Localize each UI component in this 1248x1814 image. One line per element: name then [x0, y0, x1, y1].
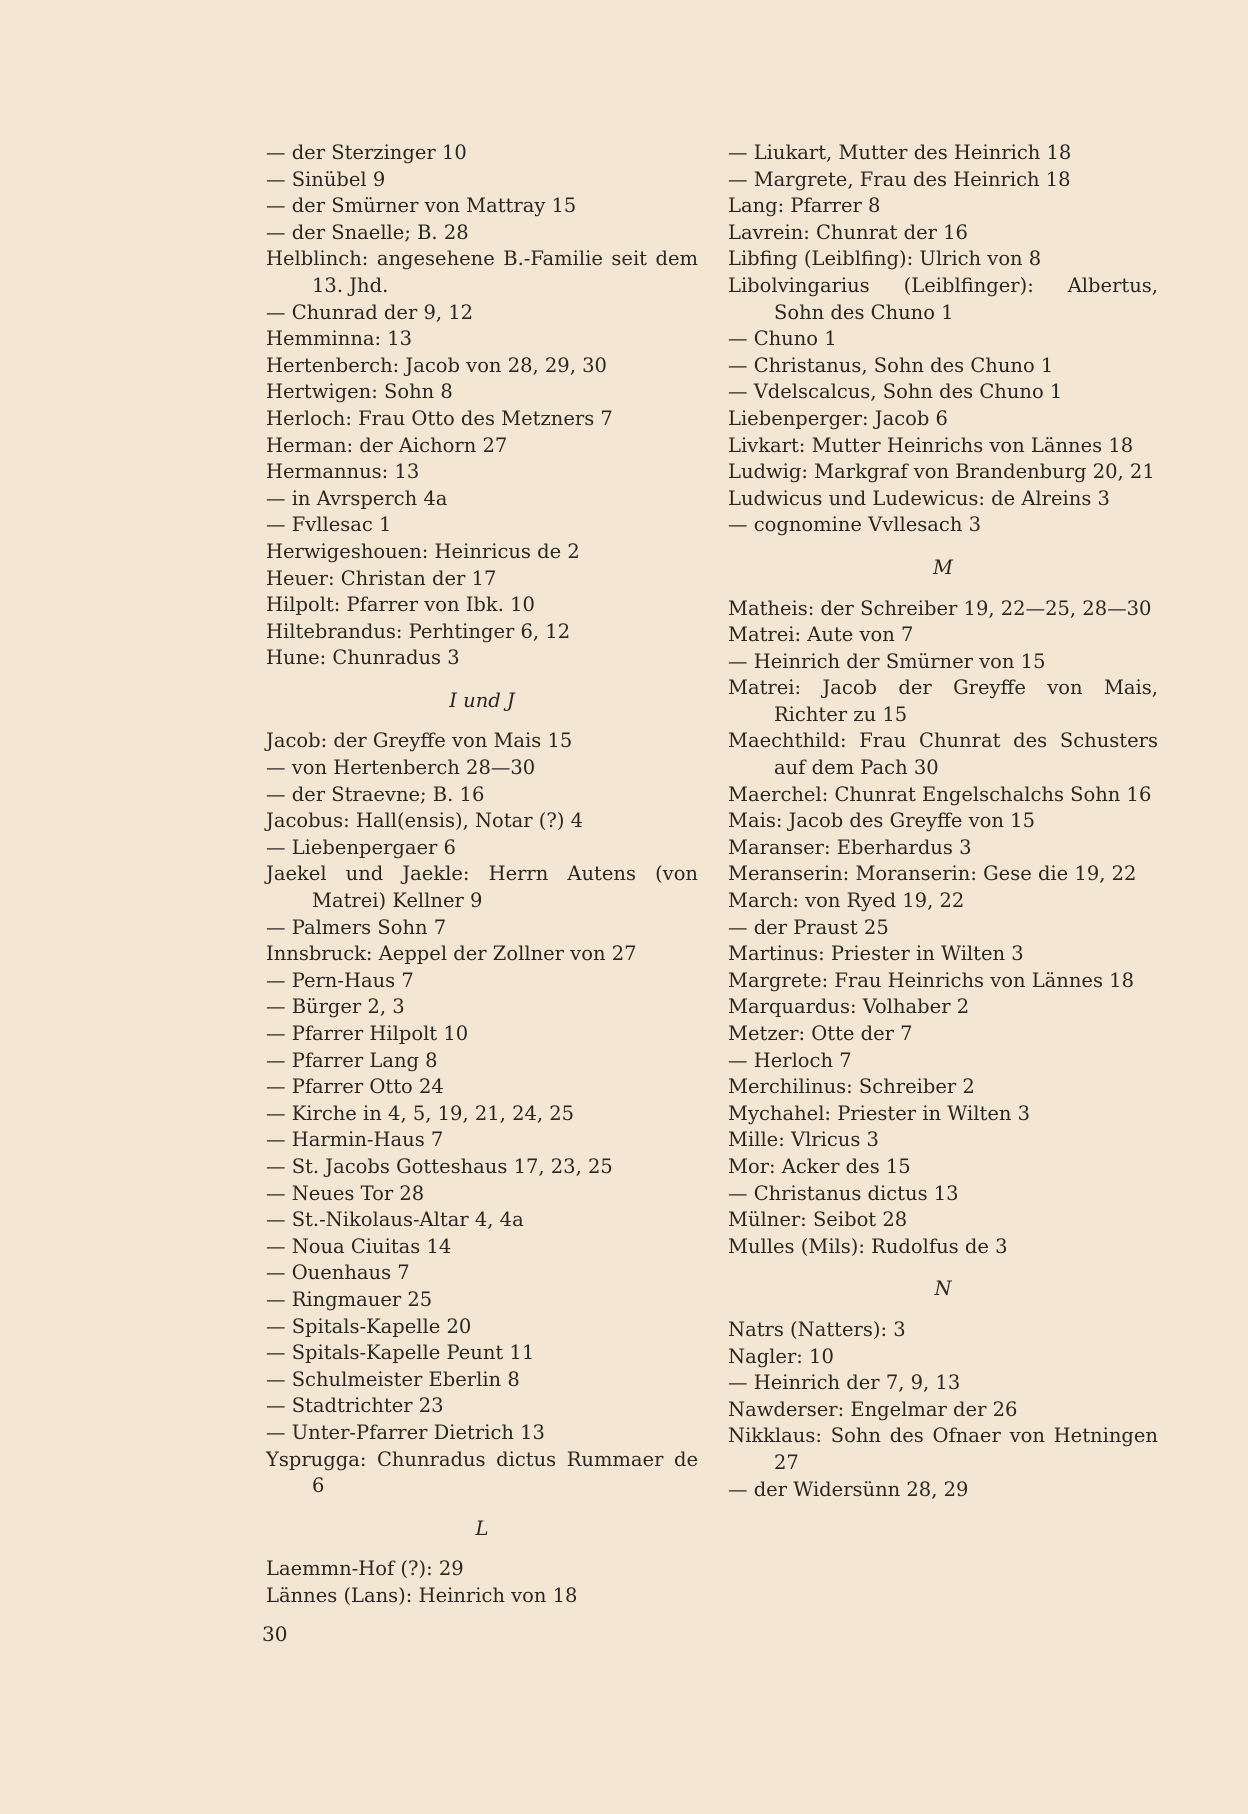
index-subentry: — Sinübel 9 [266, 167, 386, 191]
index-subentry: — Schulmeister Eberlin 8 [266, 1367, 520, 1391]
index-subentry: — Ringmauer 25 [266, 1287, 433, 1311]
index-entry: Herloch: Frau Otto des Metzners 7 [266, 406, 613, 430]
index-subentry: — Heinrich der Smürner von 15 [728, 649, 1046, 673]
index-subentry: — St. Jacobs Gotteshaus 17, 23, 25 [266, 1154, 613, 1178]
index-subentry: — der Straevne; B. 16 [266, 782, 485, 806]
index-entry: Libolvingarius (Leiblfinger): Albertus, Sohn des Chuno 1 [728, 273, 1158, 324]
index-subentry: — der Widersünn 28, 29 [728, 1477, 969, 1501]
index-entry: Meranserin: Moranserin: Gese die 19, 22 [728, 862, 1137, 886]
index-subentry: — Chuno 1 [728, 327, 837, 351]
index-subentry: — der Smürner von Mattray 15 [266, 194, 577, 218]
index-entry: Lavrein: Chunrat der 16 [728, 220, 968, 244]
index-entry: Lang: Pfarrer 8 [728, 194, 881, 218]
index-entry: Ysprugga: Chunradus dictus Rummaer de 6 [266, 1447, 698, 1498]
index-entry: Maerchel: Chunrat Engelschalchs Sohn 16 [728, 782, 1152, 806]
index-subentry: — cognomine Vvllesach 3 [728, 513, 981, 537]
index-subentry: — Vdelscalcus, Sohn des Chuno 1 [728, 380, 1063, 404]
index-subentry: — Pfarrer Hilpolt 10 [266, 1022, 469, 1045]
index-entry: Helblinch: angesehene B.-Familie seit dem 13. Jhd. [266, 247, 698, 297]
section-letter: M [933, 555, 953, 579]
index-entry: Nagler: 10 [728, 1344, 834, 1368]
index-entry: Mille: Vlricus 3 [728, 1128, 879, 1152]
index-entry: Ludwicus und Ludewicus: de Alreins 3 [728, 486, 1110, 510]
left-column [266, 140, 698, 1609]
index-entry: Liebenperger: Jacob 6 [728, 406, 948, 430]
index-subentry: — Herloch 7 [728, 1048, 852, 1072]
index-subentry: — Pfarrer Lang 8 [266, 1048, 438, 1072]
index-entry: Hermannus: 13 [266, 460, 420, 484]
index-subentry: — in Avrsperch 4a [266, 486, 448, 510]
index-entry: Innsbruck: Aeppel der Zollner von 27 [266, 942, 637, 966]
index-subentry: — Palmers Sohn 7 [266, 915, 447, 939]
index-entry: March: von Ryed 19, 22 [728, 889, 965, 913]
index-subentry: — Christanus dictus 13 [728, 1181, 959, 1205]
index-entry: Libfing (Leiblfing): Ulrich von 8 [728, 247, 1042, 271]
index-entry: Nawderser: Engelmar der 26 [728, 1397, 1018, 1421]
index-entry: Hertwigen: Sohn 8 [266, 380, 453, 404]
index-subentry: — Chunrad der 9, 12 [266, 300, 474, 324]
index-entry: Herman: der Aichorn 27 [266, 433, 508, 457]
index-entry: Mülner: Seibot 28 [728, 1208, 908, 1232]
right-column [728, 140, 1158, 1503]
index-entry: Heuer: Christan der 17 [266, 566, 497, 590]
index-entry: Hune: Chunradus 3 [266, 646, 460, 670]
index-entry: Martinus: Priester in Wilten 3 [728, 942, 1024, 966]
index-entry: Jacob: der Greyffe von Mais 15 [266, 729, 573, 753]
section-letter: N [934, 1277, 952, 1301]
index-subentry: — Unter-Pfarrer Dietrich 13 [266, 1420, 545, 1444]
index-entry: Hemminna: 13 [266, 327, 413, 351]
index-subentry: — Margrete, Frau des Heinrich 18 [728, 167, 1071, 191]
section-letter: L [475, 1516, 489, 1540]
index-entry: Mulles (Mils): Rudolfus de 3 [728, 1234, 1008, 1258]
index-subentry: — der Snaelle; B. 28 [266, 220, 469, 244]
index-entry: Hertenberch: Jacob von 28, 29, 30 [266, 353, 607, 377]
index-subentry: — Spitals-Kapelle 20 [266, 1314, 472, 1338]
index-entry: Jacobus: Hall(ensis), Notar (?) 4 [266, 809, 584, 833]
index-subentry: — der Sterzinger 10 [266, 141, 467, 164]
index-entry: Hiltebrandus: Perhtinger 6, 12 [266, 619, 571, 643]
index-entry: Hilpolt: Pfarrer von Ibk. 10 [266, 593, 535, 617]
index-subentry: — Kirche in 4, 5, 19, 21, 24, 25 [266, 1101, 575, 1125]
index-subentry: — Harmin-Haus 7 [266, 1128, 444, 1152]
index-subentry: — Fvllesac 1 [266, 513, 392, 537]
index-subentry: — Heinrich der 7, 9, 13 [728, 1371, 961, 1395]
index-entry: Mais: Jacob des Greyffe von 15 [728, 809, 1035, 833]
index-subentry: — der Praust 25 [728, 915, 889, 939]
index-entry: Ludwig: Markgraf von Brandenburg 20, 21 [728, 460, 1155, 484]
index-subentry: — Bürger 2, 3 [266, 995, 405, 1019]
index-entry: Maechthild: Frau Chunrat des Schusters auf dem Pach 30 [728, 729, 1158, 780]
index-entry: Mychahel: Priester in Wilten 3 [728, 1101, 1031, 1125]
index-entry: Maranser: Eberhardus 3 [728, 835, 972, 859]
index-entry: Nikklaus: Sohn des Ofnaer von Hetningen 27 [728, 1424, 1158, 1474]
index-subentry: — Liukart, Mutter des Heinrich 18 [728, 141, 1072, 164]
index-entry: Matrei: Jacob der Greyffe von Mais, Richter zu 15 [728, 676, 1158, 726]
index-subentry: — Pfarrer Otto 24 [266, 1075, 444, 1099]
index-entry: Mor: Acker des 15 [728, 1154, 911, 1178]
index-entry: Metzer: Otte der 7 [728, 1022, 913, 1045]
index-subentry: — Liebenpergaer 6 [266, 835, 456, 859]
index-entry: Matheis: der Schreiber 19, 22—25, 28—30 [728, 596, 1152, 620]
index-subentry: — St.-Nikolaus-Altar 4, 4a [266, 1208, 524, 1232]
index-entry: Livkart: Mutter Heinrichs von Lännes 18 [728, 433, 1134, 457]
index-entry: Jaekel und Jaekle: Herrn Autens (von Matrei) Kellner 9 [266, 862, 698, 913]
index-entry: Marquardus: Volhaber 2 [728, 995, 970, 1019]
index-entry: Matrei: Aute von 7 [728, 623, 914, 647]
index-subentry: — Ouenhaus 7 [266, 1261, 410, 1285]
index-subentry: — Stadtrichter 23 [266, 1394, 444, 1418]
index-subentry: — von Hertenberch 28—30 [266, 756, 536, 780]
index-subentry: — Noua Ciuitas 14 [266, 1234, 452, 1258]
index-entry: Lännes (Lans): Heinrich von 18 [266, 1583, 578, 1607]
index-entry: Herwigeshouen: Heinricus de 2 [266, 539, 580, 563]
page-number: 30 [262, 1622, 288, 1646]
index-entry: Natrs (Natters): 3 [728, 1317, 906, 1341]
index-subentry: — Christanus, Sohn des Chuno 1 [728, 353, 1054, 377]
index-entry: Laemmn-Hof (?): 29 [266, 1557, 464, 1581]
index-subentry: — Spitals-Kapelle Peunt 11 [266, 1341, 535, 1365]
index-subentry: — Pern-Haus 7 [266, 968, 414, 992]
section-letter: I und J [449, 688, 515, 712]
index-entry: Margrete: Frau Heinrichs von Lännes 18 [728, 968, 1134, 992]
index-subentry: — Neues Tor 28 [266, 1181, 425, 1205]
index-entry: Merchilinus: Schreiber 2 [728, 1075, 975, 1099]
